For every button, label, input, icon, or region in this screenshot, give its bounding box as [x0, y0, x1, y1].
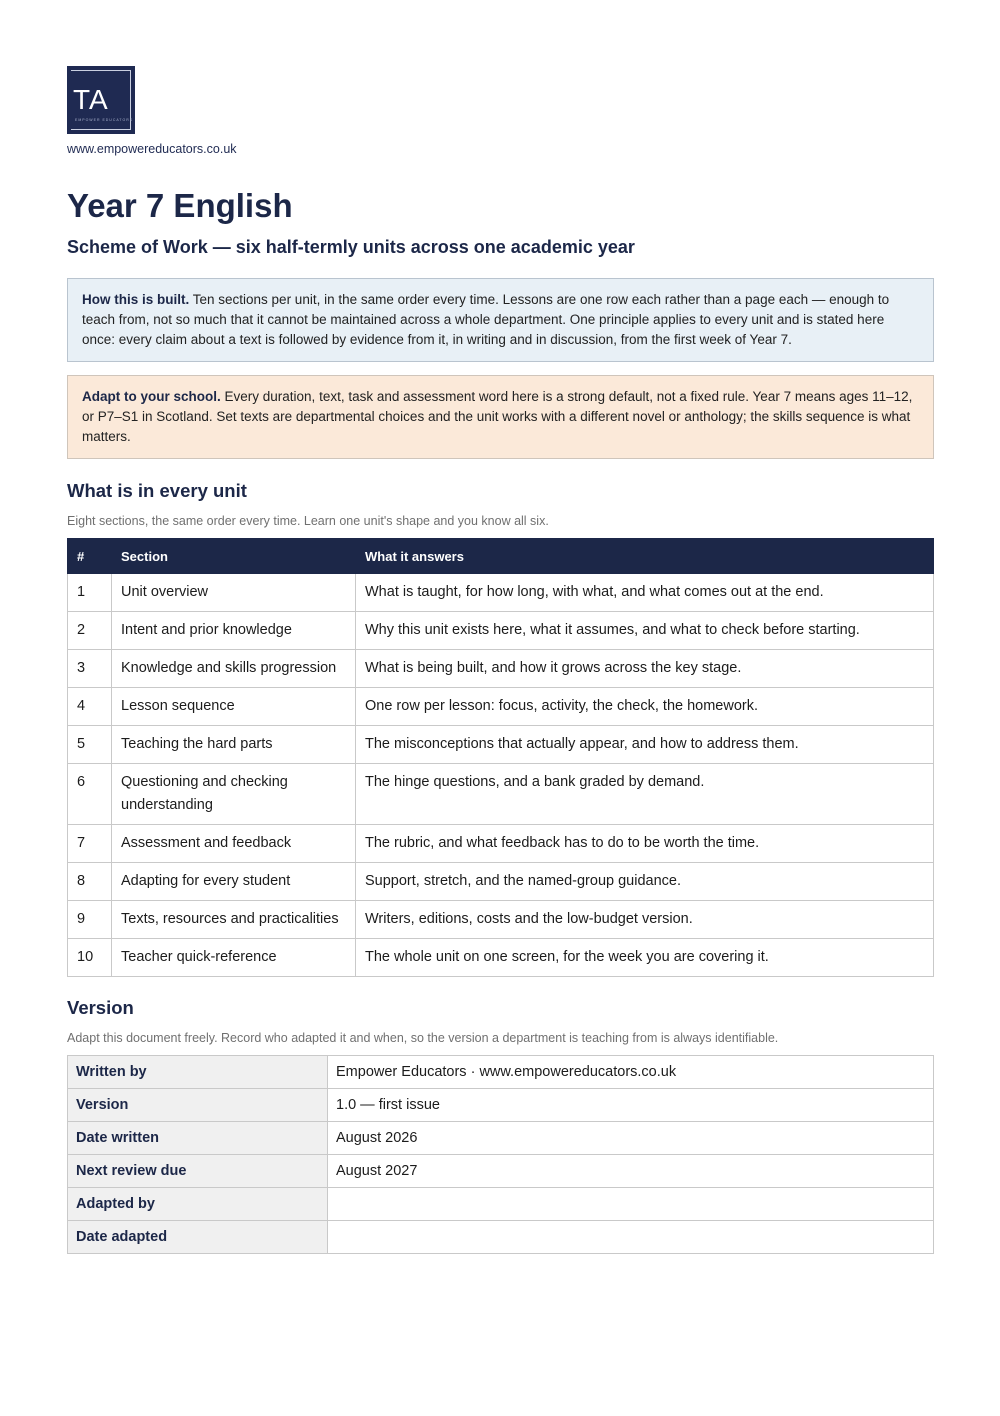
row-number: 4 — [68, 688, 112, 726]
row-number: 3 — [68, 650, 112, 688]
table-row — [68, 612, 934, 650]
section-answer: Writers, editions, costs and the low-budget version. — [356, 901, 934, 939]
version-field-label: Date adapted — [68, 1221, 328, 1254]
table-row — [68, 825, 934, 863]
section-name: Knowledge and skills progression — [112, 650, 356, 688]
sections-table — [67, 538, 934, 977]
section-name: Teacher quick-reference — [112, 939, 356, 977]
how-built-text: Ten sections per unit, in the same order every time. Lessons are one row each rather than a page each — enough to teach from, not so much that it cannot be maintained across a whole department. One principle applies to every unit and is stated here once: every claim about a text is followed by evidence from it, in writing and in discussion, from the first week of Year 7. — [82, 292, 890, 347]
every-unit-heading: What is in every unit — [67, 480, 247, 501]
table-row — [68, 863, 934, 901]
version-table — [67, 1055, 934, 1254]
section-answer: The misconceptions that actually appear, and how to address them. — [356, 726, 934, 764]
table-row — [68, 901, 934, 939]
section-name: Adapting for every student — [112, 863, 356, 901]
version-field-label: Adapted by — [68, 1188, 328, 1221]
website-url[interactable]: www.empowereducators.co.uk — [67, 142, 237, 156]
how-built-note — [67, 278, 934, 362]
section-answer: Why this unit exists here, what it assumes, and what to check before starting. — [356, 612, 934, 650]
section-name: Questioning and checking understanding — [112, 764, 356, 825]
logo-subtext: EMPOWER EDUCATORS — [75, 118, 134, 122]
table-row — [68, 688, 934, 726]
table-row — [68, 1122, 934, 1155]
section-name: Unit overview — [112, 574, 356, 612]
version-field-label: Date written — [68, 1122, 328, 1155]
table-row — [68, 1221, 934, 1254]
section-name: Intent and prior knowledge — [112, 612, 356, 650]
version-field-value: August 2026 — [328, 1122, 934, 1155]
row-number: 10 — [68, 939, 112, 977]
row-number: 6 — [68, 764, 112, 825]
version-field-value: August 2027 — [328, 1155, 934, 1188]
document-content — [67, 66, 934, 1254]
version-field-value — [328, 1188, 934, 1221]
row-number: 9 — [68, 901, 112, 939]
section-name: Texts, resources and practicalities — [112, 901, 356, 939]
table-row — [68, 939, 934, 977]
column-header-number: # — [68, 539, 112, 574]
row-number: 2 — [68, 612, 112, 650]
logo-monogram: TA — [73, 84, 109, 115]
table-row — [68, 1155, 934, 1188]
version-table-body — [68, 1056, 934, 1254]
table-row — [68, 1089, 934, 1122]
row-number: 1 — [68, 574, 112, 612]
sections-table-body — [68, 574, 934, 977]
version-field-label: Version — [68, 1089, 328, 1122]
section-answer: What is being built, and how it grows across the key stage. — [356, 650, 934, 688]
section-answer: The hinge questions, and a bank graded by demand. — [356, 764, 934, 825]
version-field-label: Written by — [68, 1056, 328, 1089]
section-answer: One row per lesson: focus, activity, the check, the homework. — [356, 688, 934, 726]
table-row — [68, 726, 934, 764]
version-heading: Version — [67, 997, 134, 1018]
how-built-lead: How this is built. — [82, 292, 190, 307]
column-header-answers: What it answers — [356, 539, 934, 574]
table-row — [68, 574, 934, 612]
table-row — [68, 764, 934, 825]
adapt-note — [67, 375, 934, 459]
section-name: Teaching the hard parts — [112, 726, 356, 764]
section-answer: The rubric, and what feedback has to do to be worth the time. — [356, 825, 934, 863]
adapt-lead: Adapt to your school. — [82, 389, 221, 404]
row-number: 7 — [68, 825, 112, 863]
section-name: Lesson sequence — [112, 688, 356, 726]
page-subtitle: Scheme of Work — six half-termly units across one academic year — [67, 237, 635, 257]
version-intro: Adapt this document freely. Record who adapted it and when, so the version a department is teaching from is always identifiable. — [67, 1031, 779, 1045]
version-field-label: Next review due — [68, 1155, 328, 1188]
version-field-value: Empower Educators · www.empowereducators.co.uk — [328, 1056, 934, 1089]
adapt-text: Every duration, text, task and assessment word here is a strong default, not a fixed rule. Year 7 means ages 11–12, or P7–S1 in Scotland. Set texts are departmental choices and the unit works with a different novel or anthology; the skills sequence is what matters. — [82, 389, 913, 444]
version-field-value — [328, 1221, 934, 1254]
section-answer: What is taught, for how long, with what, and what comes out at the end. — [356, 574, 934, 612]
brand-logo — [67, 66, 135, 134]
page-title: Year 7 English — [67, 187, 293, 224]
column-header-section: Section — [112, 539, 356, 574]
row-number: 8 — [68, 863, 112, 901]
section-answer: The whole unit on one screen, for the week you are covering it. — [356, 939, 934, 977]
table-row — [68, 1188, 934, 1221]
section-answer: Support, stretch, and the named-group guidance. — [356, 863, 934, 901]
row-number: 5 — [68, 726, 112, 764]
version-field-value: 1.0 — first issue — [328, 1089, 934, 1122]
every-unit-intro: Eight sections, the same order every time. Learn one unit's shape and you know all six. — [67, 514, 549, 528]
section-name: Assessment and feedback — [112, 825, 356, 863]
table-row — [68, 650, 934, 688]
table-row — [68, 1056, 934, 1089]
sections-table-header — [68, 539, 934, 574]
